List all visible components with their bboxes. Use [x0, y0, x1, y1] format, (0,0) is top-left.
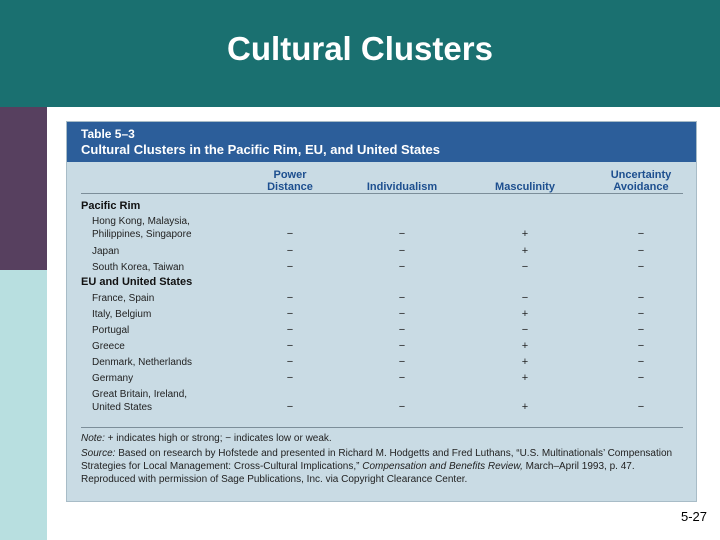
row-label	[92, 388, 187, 414]
table-cell: −	[521, 261, 529, 273]
table-cell: +	[521, 228, 529, 240]
table-cell: −	[398, 308, 406, 320]
header-rule	[81, 193, 683, 194]
footer-rule	[81, 427, 683, 428]
table-cell: +	[521, 401, 529, 413]
table-cell: −	[637, 401, 645, 413]
row-label-line: Japan	[92, 246, 120, 257]
table-cell: −	[637, 372, 645, 384]
column-header-power-distance: Power Distance	[267, 169, 313, 193]
table-cell: −	[637, 292, 645, 304]
row-label	[92, 324, 129, 337]
table-cell: −	[398, 245, 406, 257]
table-note: Note: + indicates high or strong; − indicates low or weak.	[81, 433, 332, 444]
table-cell: −	[286, 401, 294, 413]
table-cell: −	[286, 308, 294, 320]
row-label	[92, 340, 125, 353]
row-label	[92, 215, 192, 241]
table-cell: −	[637, 308, 645, 320]
table-cell: +	[521, 308, 529, 320]
row-label-line: South Korea, Taiwan	[92, 262, 185, 273]
table-cell: −	[637, 228, 645, 240]
table-cell: −	[398, 261, 406, 273]
table-cell: −	[637, 340, 645, 352]
row-label	[92, 292, 154, 305]
table-cell: +	[521, 372, 529, 384]
row-label-line: Italy, Belgium	[92, 309, 152, 320]
row-label-line: Philippines, Singapore	[92, 229, 192, 240]
slide-title: Cultural Clusters	[227, 30, 493, 67]
table-cell: −	[286, 245, 294, 257]
table-cell: −	[398, 324, 406, 336]
table-cell: −	[286, 292, 294, 304]
row-label-line: United States	[92, 402, 153, 413]
table-cell: −	[286, 261, 294, 273]
row-label-line: Germany	[92, 373, 134, 384]
column-header-uncertainty-avoidance: Uncertainty Avoidance	[610, 169, 672, 193]
row-label	[92, 261, 184, 274]
table-cell: −	[521, 292, 529, 304]
table-cell: −	[398, 356, 406, 368]
row-label-line: Portugal	[92, 325, 130, 336]
table-cell: −	[286, 340, 294, 352]
table-cell: −	[286, 356, 294, 368]
row-label	[92, 356, 192, 369]
table-cell: −	[398, 401, 406, 413]
table-cell: −	[398, 292, 406, 304]
table-cell: −	[637, 245, 645, 257]
row-label-line: France, Spain	[92, 293, 155, 304]
table-cell: −	[521, 324, 529, 336]
table-source: Source: Based on research by Hofstede and presented in Richard M. Hodgetts and Fred Luthans, “U.S. Multinationals’ Compensation Strategies for Local Management: Cross-Cultural Implications,” Compensation and Benefits Review, March–April 1993, p. 47. Reproduced with permission of Sage Publications, Inc. via Copyright Clearance Center.	[81, 448, 673, 485]
table-cell: −	[398, 228, 406, 240]
table-cell: +	[521, 245, 529, 257]
table-cell: −	[637, 324, 645, 336]
table-cell: −	[286, 372, 294, 384]
table-cell: −	[286, 324, 294, 336]
table-title: Cultural Clusters in the Pacific Rim, EU, and United States	[81, 142, 441, 157]
table-cell: −	[398, 340, 406, 352]
table-cell: −	[286, 228, 294, 240]
column-header-individualism: Individualism	[366, 181, 438, 193]
row-label-line: Hong Kong, Malaysia,	[92, 216, 190, 227]
row-label	[92, 245, 119, 258]
column-header-masculinity: Masculinity	[495, 181, 555, 193]
group-heading: EU and United States	[81, 276, 193, 288]
table-number: Table 5–3	[81, 127, 135, 141]
table-caption	[67, 122, 696, 162]
table-panel	[66, 121, 697, 502]
row-label	[92, 372, 133, 385]
row-label	[92, 308, 151, 321]
table-cell: +	[521, 340, 529, 352]
table-cell: −	[637, 356, 645, 368]
slide-number: 5-27	[680, 509, 707, 524]
side-band-light	[0, 270, 47, 540]
row-label-line: Great Britain, Ireland,	[92, 389, 188, 400]
group-heading: Pacific Rim	[81, 200, 141, 212]
table-cell: −	[637, 261, 645, 273]
row-label-line: Greece	[92, 341, 125, 352]
table-cell: +	[521, 356, 529, 368]
side-band-dark	[0, 107, 47, 270]
row-label-line: Denmark, Netherlands	[92, 357, 193, 368]
table-cell: −	[398, 372, 406, 384]
